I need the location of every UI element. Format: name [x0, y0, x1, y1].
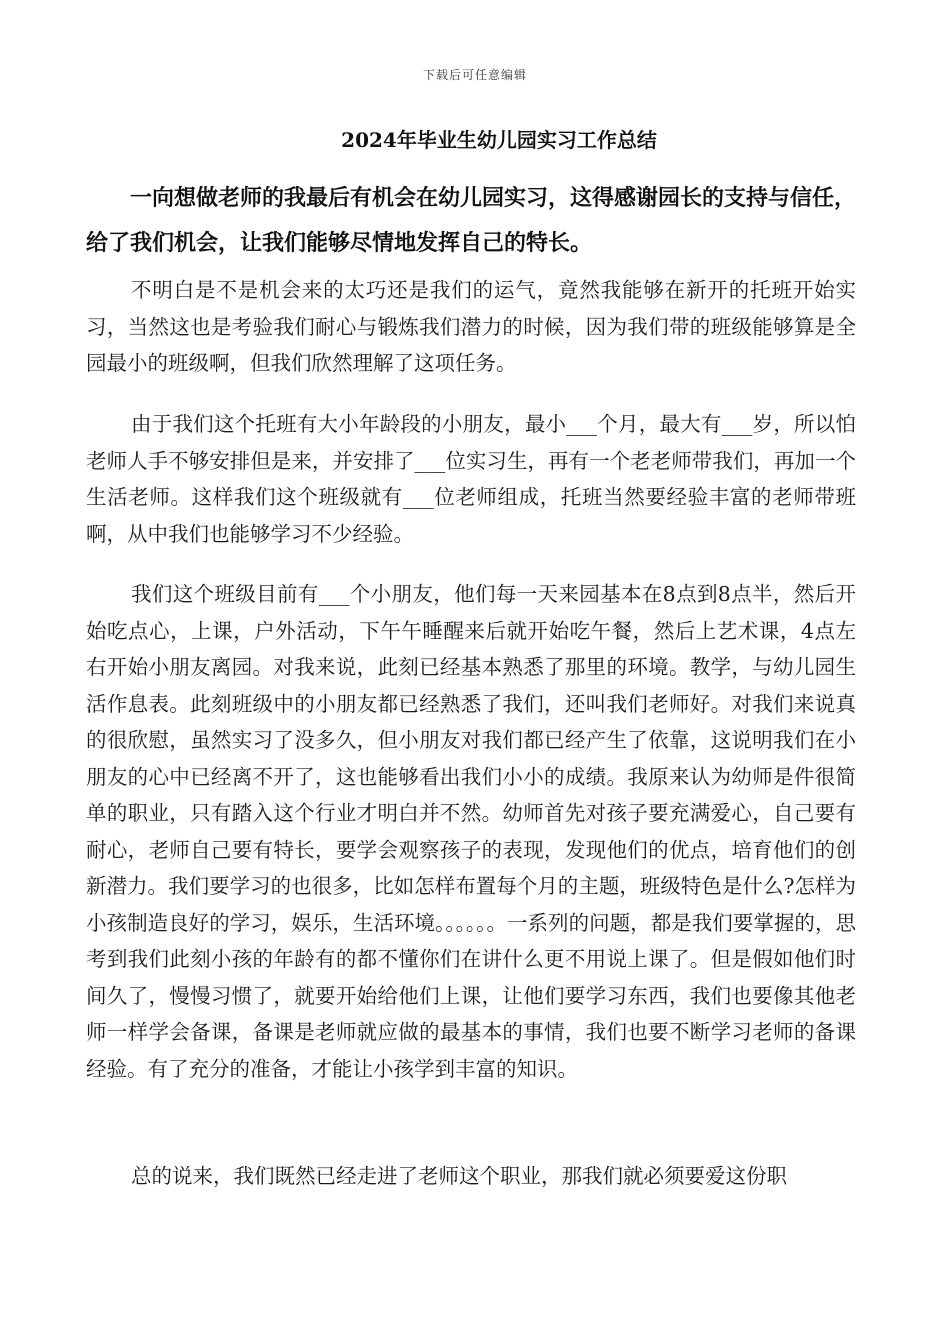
- header-note: 下载后可任意编辑: [422, 68, 527, 82]
- body-paragraph-2: 由于我们这个托班有大小年龄段的小朋友，最小___个月，最大有___岁，所以怕老师人手不够安排但是来，并安排了___位实习生，再有一个老老师带我们，再加一个生活老师。这样我们这个班级就有___位老师组成，托班当然要经验丰富的老师带班啊，从中我们也能够学习不少经验。: [86, 412, 856, 546]
- body-paragraph-1: 不明白是不是机会来的太巧还是我们的运气，竟然我能够在新开的托班开始实习，当然这也是考验我们耐心与锻炼我们潜力的时候，因为我们带的班级能够算是全园最小的班级啊，但我们欣然理解了这项任务。: [86, 278, 856, 375]
- body-paragraph-3: 我们这个班级目前有___个小朋友，他们每一天来园基本在8点到8点半，然后开始吃点心，上课，户外活动，下午午睡醒来后就开始吃午餐，然后上艺术课，4点左右开始小朋友离园。对我来说，此刻已经基本熟悉了那里的环境。教学，与幼儿园生活作息表。此刻班级中的小朋友都已经熟悉了我们，还叫我们老师好。对我们来说真的很欣慰，虽然实习了没多久，但小朋友对我们都已经产生了依靠，这说明我们在小朋友的心中已经离不开了，这也能够看出我们小小的成绩。我原来认为幼师是件很简单的职业，只有踏入这个行业才明白并不然。幼师首先对孩子要充满爱心，自己要有耐心，老师自己要有特长，要学会观察孩子的表现，发现他们的优点，培育他们的创新潜力。我们要学习的也很多，比如怎样布置每个月的主题，班级特色是什么?怎样为小孩制造良好的学习，娱乐，生活环境。。。。。。一系列的问题，都是我们要掌握的，思考到我们此刻小孩的年龄有的都不懂你们在讲什么更不用说上课了。但是假如他们时间久了，慢慢习惯了，就要开始给他们上课，让他们要学习东西，我们也要像其他老师一样学会备课，备课是老师就应做的最基本的事情，我们也要不断学习老师的备课经验。有了充分的准备，才能让小孩学到丰富的知识。: [86, 582, 856, 1081]
- intro-paragraph: 一向想做老师的我最后有机会在幼儿园实习，这得感谢园长的支持与信任，给了我们机会，让我们能够尽情地发挥自己的特长。: [86, 185, 857, 256]
- body-paragraph-4: 总的说来，我们既然已经走进了老师这个职业，那我们就必须要爱这份职: [131, 1164, 787, 1188]
- document-title: 2024年毕业生幼儿园实习工作总结: [341, 128, 657, 152]
